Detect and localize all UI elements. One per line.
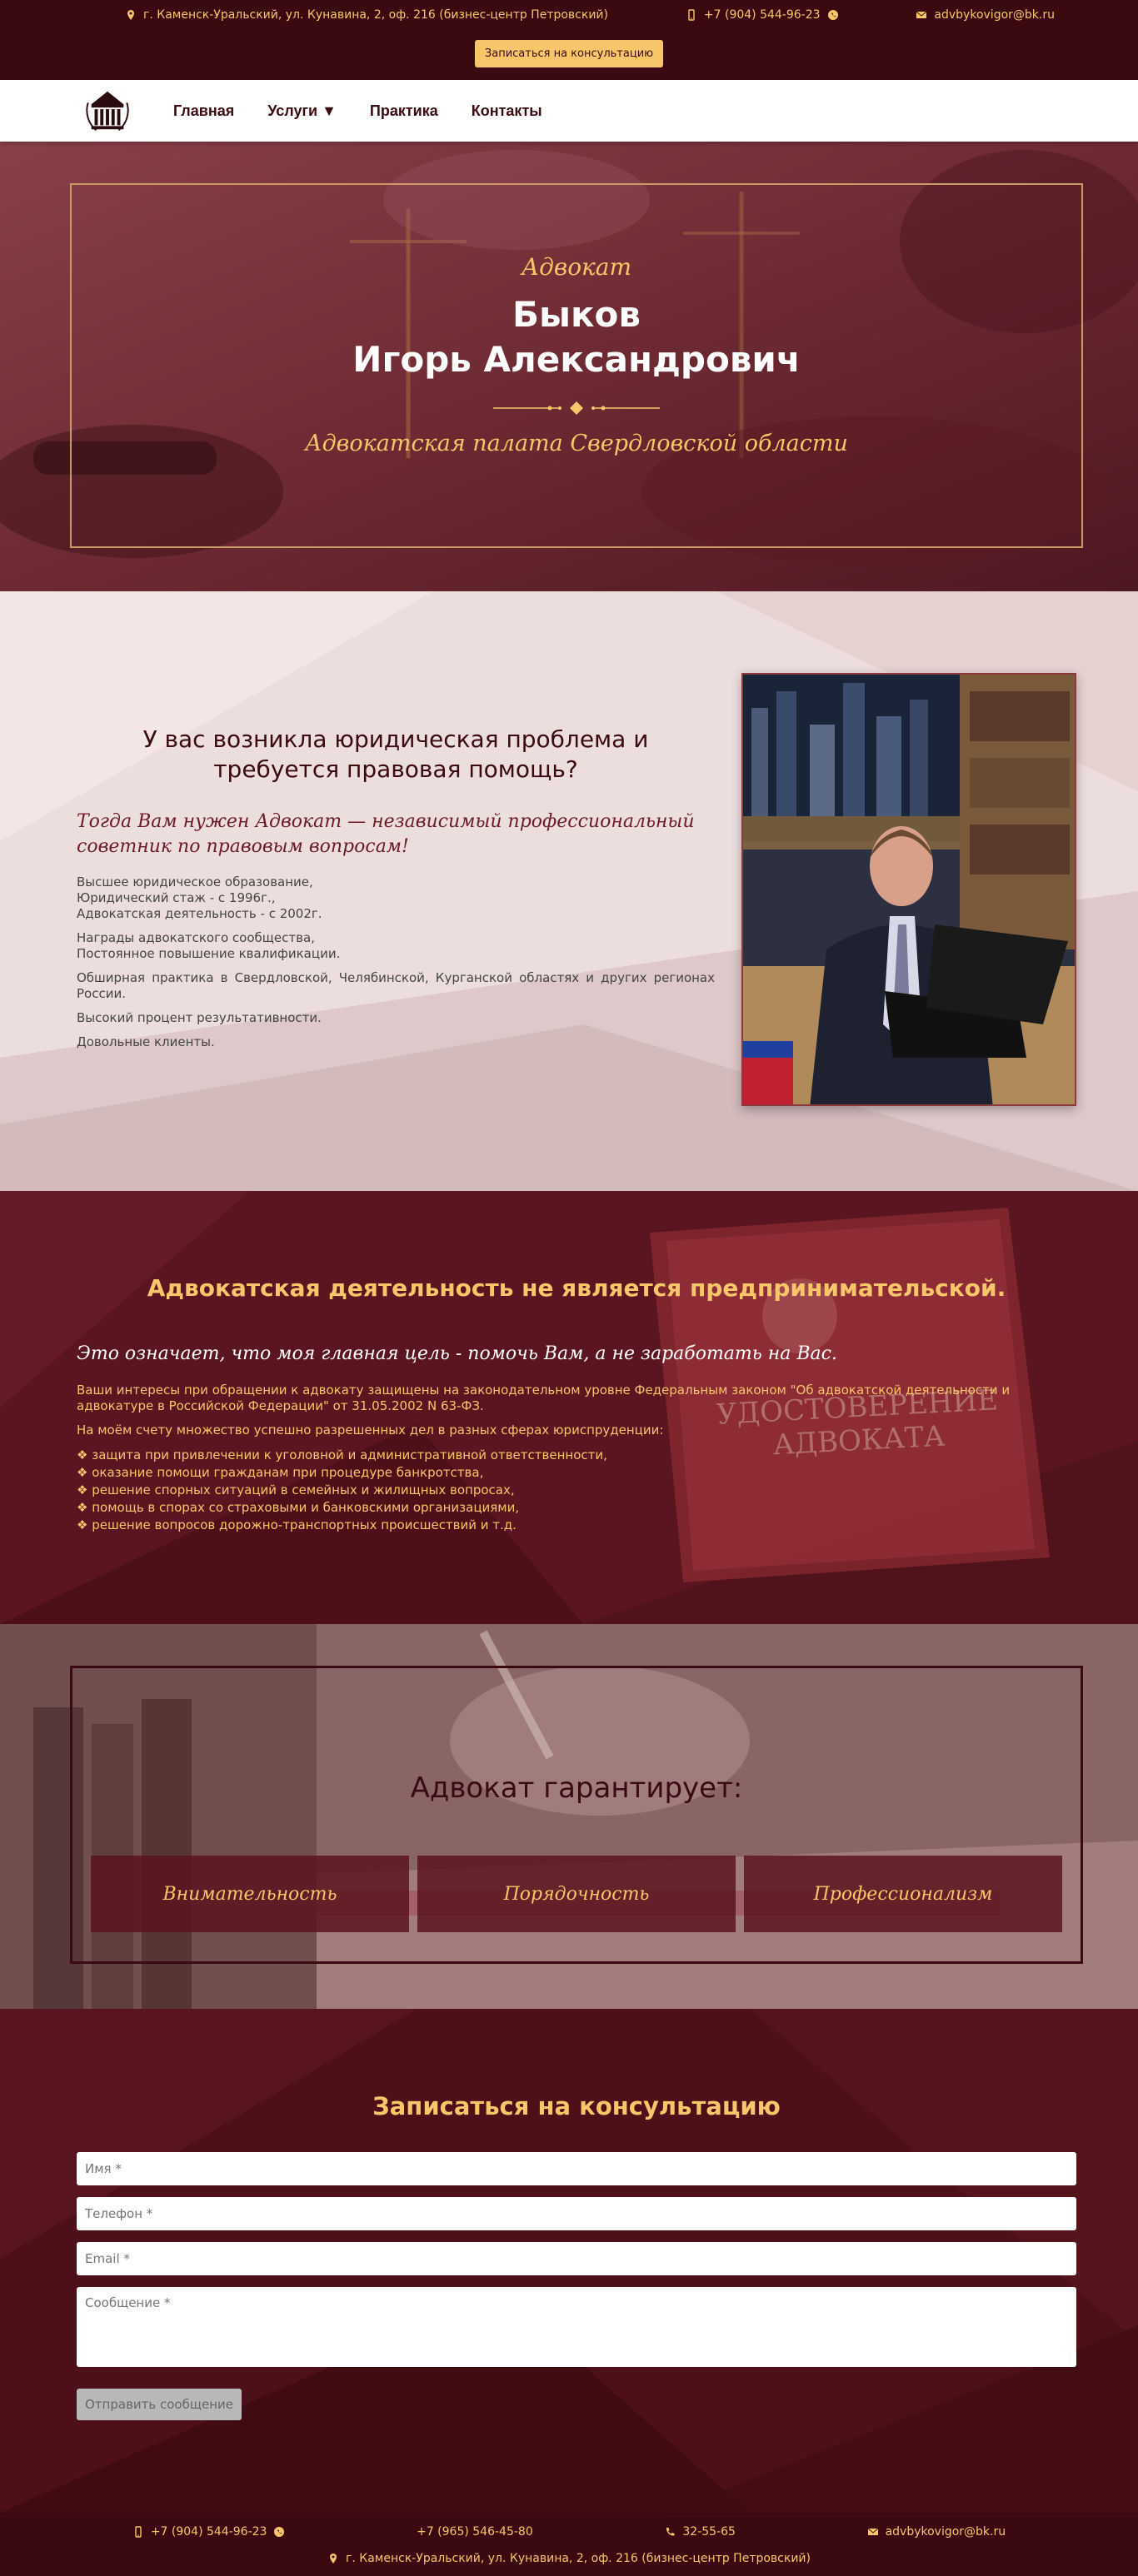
hero-subtitle: Адвокат <box>521 253 632 281</box>
activity-title: Адвокатская деятельность не является предпринимательской. <box>147 1274 1006 1302</box>
email-input[interactable] <box>77 2242 1076 2275</box>
submit-button[interactable]: Отправить сообщение <box>77 2389 242 2420</box>
ornament-divider-icon <box>493 401 660 416</box>
bar-association-logo[interactable] <box>83 87 132 135</box>
top-phone[interactable]: +7 (904) 544-96-23 <box>686 8 839 22</box>
hero-section <box>0 142 1138 591</box>
footer-email[interactable]: advbykovigor@bk.ru <box>867 2525 1006 2539</box>
consultation-form <box>77 2092 1076 2420</box>
footer-phone1[interactable]: +7 (904) 544-96-23 <box>132 2525 286 2539</box>
list-item: ❖ решение спорных ситуаций в семейных и жилищных вопросах, <box>77 1482 1076 1499</box>
message-textarea[interactable] <box>77 2287 1076 2367</box>
hero-name-line2: Игорь Александрович <box>352 339 801 380</box>
guarantee-card-integrity: Порядочность <box>417 1856 736 1932</box>
about-line: Высокий процент результативности. <box>77 1010 322 1025</box>
lawyer-id-card: УДОСТОВЕРЕНИЕ АДВОКАТА <box>715 1383 999 1462</box>
footer-address: г. Каменск-Уральский, ул. Кунавина, 2, оф. 216 (бизнес-центр Петровский) <box>0 2546 1138 2571</box>
about-title: У вас возникла юридическая проблема и требуется правовая помощь? <box>142 725 649 783</box>
main-nav <box>0 80 1138 142</box>
guarantee-card-professionalism: Профессионализм <box>744 1856 1062 1932</box>
top-bar <box>0 0 1138 80</box>
footer-phone2[interactable]: +7 (965) 546-45-80 <box>417 2525 533 2539</box>
consultation-form-section <box>0 2009 1138 2513</box>
mobile-phone-icon <box>132 2526 144 2538</box>
phone-icon <box>664 2526 676 2538</box>
nav-contacts[interactable]: Контакты <box>471 102 542 119</box>
hero-frame <box>70 183 1083 548</box>
footer <box>0 2513 1138 2576</box>
list-item: ❖ оказание помощи гражданам при процедуре банкротства, <box>77 1464 1076 1482</box>
about-section <box>0 591 1138 1191</box>
practice-list <box>77 1447 1076 1534</box>
activity-section <box>0 1191 1138 1624</box>
nav-services[interactable]: Услуги ▼ <box>267 102 337 119</box>
phone-input[interactable] <box>77 2197 1076 2230</box>
activity-lead: Это означает, что моя главная цель - помочь Вам, а не заработать на Вас. <box>77 1343 837 1364</box>
guarantees-frame <box>70 1666 1083 1964</box>
mobile-phone-icon <box>686 9 697 21</box>
about-line: Юридический стаж - с 1996г., <box>77 890 276 905</box>
map-pin-icon <box>125 9 137 21</box>
activity-text: Ваши интересы при обращении к адвокату защищены на законодательном уровне Федеральным законом "Об адвокатской деятельности и адвокатуре в Российской Федерации" от 31.05.2002 N 63-ФЗ. <box>77 1383 1011 1413</box>
list-item: ❖ защита при привлечении к уголовной и административной ответственности, <box>77 1447 1076 1464</box>
consultation-button[interactable]: Записаться на консультацию <box>475 40 663 67</box>
about-line: Постоянное повышение квалификации. <box>77 946 341 961</box>
list-item: ❖ решение вопросов дорожно-транспортных происшествий и т.д. <box>77 1517 1076 1534</box>
footer-phone3[interactable]: 32-55-65 <box>664 2525 736 2539</box>
envelope-icon <box>867 2526 879 2538</box>
whatsapp-icon[interactable] <box>827 9 839 21</box>
about-line: Адвокатская деятельность - с 2002г. <box>77 906 322 921</box>
about-line: Награды адвокатского сообщества, <box>77 930 315 945</box>
map-pin-icon <box>327 2553 339 2564</box>
lawyer-portrait-image <box>743 675 1076 1106</box>
guarantees-title: Адвокат гарантирует: <box>410 1771 743 1805</box>
guarantees-section <box>0 1624 1138 2009</box>
envelope-icon <box>916 9 927 21</box>
name-input[interactable] <box>77 2152 1076 2185</box>
about-line: Высшее юридическое образование, <box>77 874 313 889</box>
nav-practice[interactable]: Практика <box>369 102 438 119</box>
lawyer-photo <box>741 673 1076 1106</box>
hero-name-line1: Быков <box>512 294 641 335</box>
nav-home[interactable]: Главная <box>173 102 235 119</box>
whatsapp-icon[interactable] <box>273 2526 285 2538</box>
activity-text: На моём счету множество успешно разрешенных дел в разных сферах юриспруденции: <box>77 1423 664 1437</box>
top-email[interactable]: advbykovigor@bk.ru <box>916 8 1055 22</box>
hero-organization: Адвокатская палата Свердловской области <box>305 431 848 456</box>
form-title: Записаться на консультацию <box>372 2092 781 2120</box>
about-line: Довольные клиенты. <box>77 1034 215 1049</box>
guarantee-card-attentiveness: Внимательность <box>91 1856 409 1932</box>
about-lead: Тогда Вам нужен Адвокат — независимый профессиональный советник по правовым вопросам! <box>77 811 695 857</box>
top-address: г. Каменск-Уральский, ул. Кунавина, 2, оф. 216 (бизнес-центр Петровский) <box>125 8 608 22</box>
about-line: Обширная практика в Свердловской, Челябинской, Курганской областях и других регионах России. <box>77 970 715 1001</box>
list-item: ❖ помощь в спорах со страховыми и банковскими организациями, <box>77 1499 1076 1517</box>
